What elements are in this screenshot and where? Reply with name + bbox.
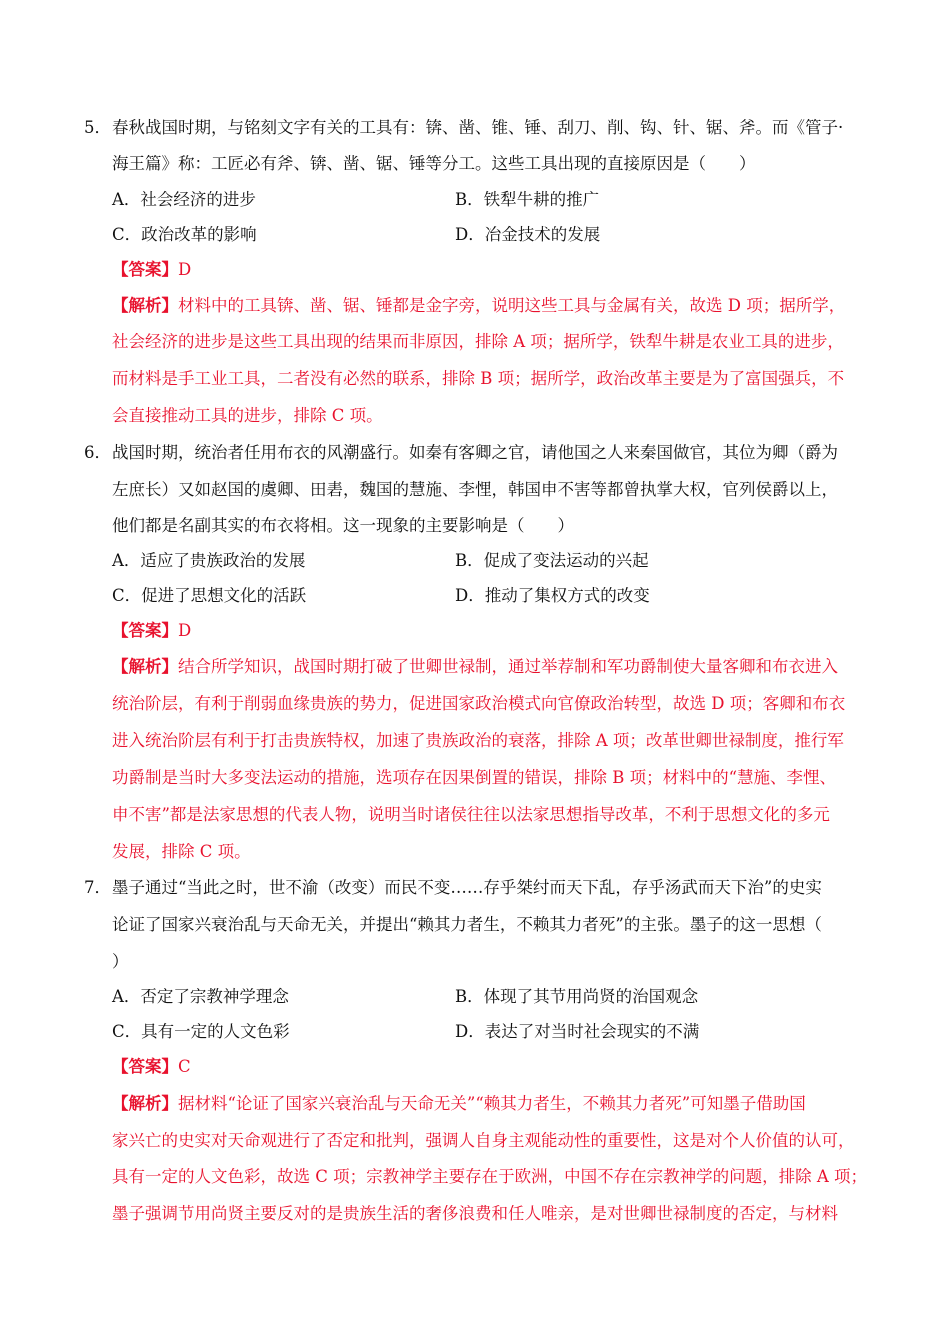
answer-label: 【答案】 xyxy=(112,260,178,279)
option-c: C．政治改革的影响 xyxy=(112,225,257,244)
analysis-label: 【解析】 xyxy=(112,657,178,676)
analysis-line: 功爵制是当时大多变法运动的措施，选项存在因果倒置的错误，排除 B 项；材料中的“慧施、李悝、 xyxy=(112,768,837,787)
option-a: A．否定了宗教神学理念 xyxy=(112,987,289,1006)
analysis-text: 据材料“论证了国家兴衰治乱与天命无关”“赖其力者生，不赖其力者死”可知墨子借助国 xyxy=(178,1094,806,1113)
answer-label: 【答案】 xyxy=(112,1057,178,1076)
analysis-line: 进入统治阶层有利于打击贵族特权，加速了贵族政治的衰落，排除 A 项；改革世卿世禄制度，推行军 xyxy=(112,731,844,750)
option-b: B．体现了其节用尚贤的治国观念 xyxy=(455,987,699,1006)
question-stem-line: 他们都是名副其实的布衣将相。这一现象的主要影响是（ ） xyxy=(112,516,574,535)
question-stem-line: 论证了国家兴衰治乱与天命无关，并提出“赖其力者生，不赖其力者死”的主张。墨子的这一思想（ xyxy=(112,915,822,934)
analysis-label: 【解析】 xyxy=(112,296,178,315)
analysis-line: 墨子强调节用尚贤主要反对的是贵族生活的奢侈浪费和任人唯亲，是对世卿世禄制度的否定，与材料 xyxy=(112,1204,838,1223)
option-d: D．推动了集权方式的改变 xyxy=(455,586,650,605)
option-c: C．促进了思想文化的活跃 xyxy=(112,586,307,605)
option-d: D．冶金技术的发展 xyxy=(455,225,601,244)
analysis-label: 【解析】 xyxy=(112,1094,178,1113)
question-stem-line: 战国时期，统治者任用布衣的风潮盛行。如秦有客卿之官，请他国之人来秦国做官，其位为卿（爵为 xyxy=(112,443,838,462)
answer-value: C xyxy=(178,1057,191,1076)
analysis-line: 会直接推动工具的进步，排除 C 项。 xyxy=(112,406,383,425)
analysis-line: 统治阶层，有利于削弱血缘贵族的势力，促进国家政治模式向官僚政治转型，故选 D 项；客卿和布衣 xyxy=(112,694,846,713)
question-number: 5． xyxy=(84,118,111,137)
answer-line xyxy=(112,620,191,642)
question-number: 7． xyxy=(84,878,111,897)
option-a: A．适应了贵族政治的发展 xyxy=(112,551,306,570)
analysis-line: 具有一定的人文色彩，故选 C 项；宗教神学主要存在于欧洲，中国不存在宗教神学的问题，排除 A 项； xyxy=(112,1167,868,1186)
analysis-line: 社会经济的进步是这些工具出现的结果而非原因，排除 A 项；据所学，铁犁牛耕是农业工具的进步， xyxy=(112,332,844,351)
analysis-line xyxy=(112,1093,806,1115)
answer-value: D xyxy=(178,260,192,279)
analysis-text: 材料中的工具锛、凿、锯、锤都是金字旁，说明这些工具与金属有关，故选 D 项；据所学， xyxy=(178,296,846,315)
analysis-line: 发展，排除 C 项。 xyxy=(112,842,251,861)
analysis-line: 而材料是手工业工具，二者没有必然的联系，排除 B 项；据所学，政治改革主要是为了富国强兵，不 xyxy=(112,369,845,388)
analysis-line: 家兴亡的史实对天命观进行了否定和批判，强调人自身主观能动性的重要性，这是对个人价值的认可， xyxy=(112,1131,855,1150)
analysis-text: 结合所学知识，战国时期打破了世卿世禄制，通过举荐制和军功爵制使大量客卿和布衣进入 xyxy=(178,657,838,676)
question-stem-line: 墨子通过“当此之时，世不渝（改变）而民不变……存乎桀纣而天下乱，存乎汤武而天下治”的史实 xyxy=(112,878,822,897)
option-a: A．社会经济的进步 xyxy=(112,190,256,209)
option-b: B．铁犁牛耕的推广 xyxy=(455,190,600,209)
analysis-line xyxy=(112,656,838,678)
question-stem-line: 左庶长）又如赵国的虞卿、田砉，魏国的慧施、李悝，韩国申不害等都曾执掌大权，官列侯爵以上， xyxy=(112,480,838,499)
answer-line xyxy=(112,259,191,281)
answer-line xyxy=(112,1056,191,1078)
option-b: B．促成了变法运动的兴起 xyxy=(455,551,649,570)
question-stem-line: ） xyxy=(112,952,129,971)
analysis-line: 申不害”都是法家思想的代表人物，说明当时诸侯往往以法家思想指导改革，不利于思想文化的多元 xyxy=(112,805,830,824)
question-stem-line: 春秋战国时期，与铭刻文字有关的工具有：锛、凿、锥、锤、刮刀、削、钩、针、锯、斧。而《管子· xyxy=(112,118,844,137)
answer-value: D xyxy=(178,621,192,640)
option-c: C．具有一定的人文色彩 xyxy=(112,1022,290,1041)
question-number: 6． xyxy=(84,443,111,462)
option-d: D．表达了对当时社会现实的不满 xyxy=(455,1022,700,1041)
question-stem-line: 海王篇》称：工匠必有斧、锛、凿、锯、锤等分工。这些工具出现的直接原因是（ ） xyxy=(112,154,756,173)
analysis-line xyxy=(112,295,845,317)
answer-label: 【答案】 xyxy=(112,621,178,640)
